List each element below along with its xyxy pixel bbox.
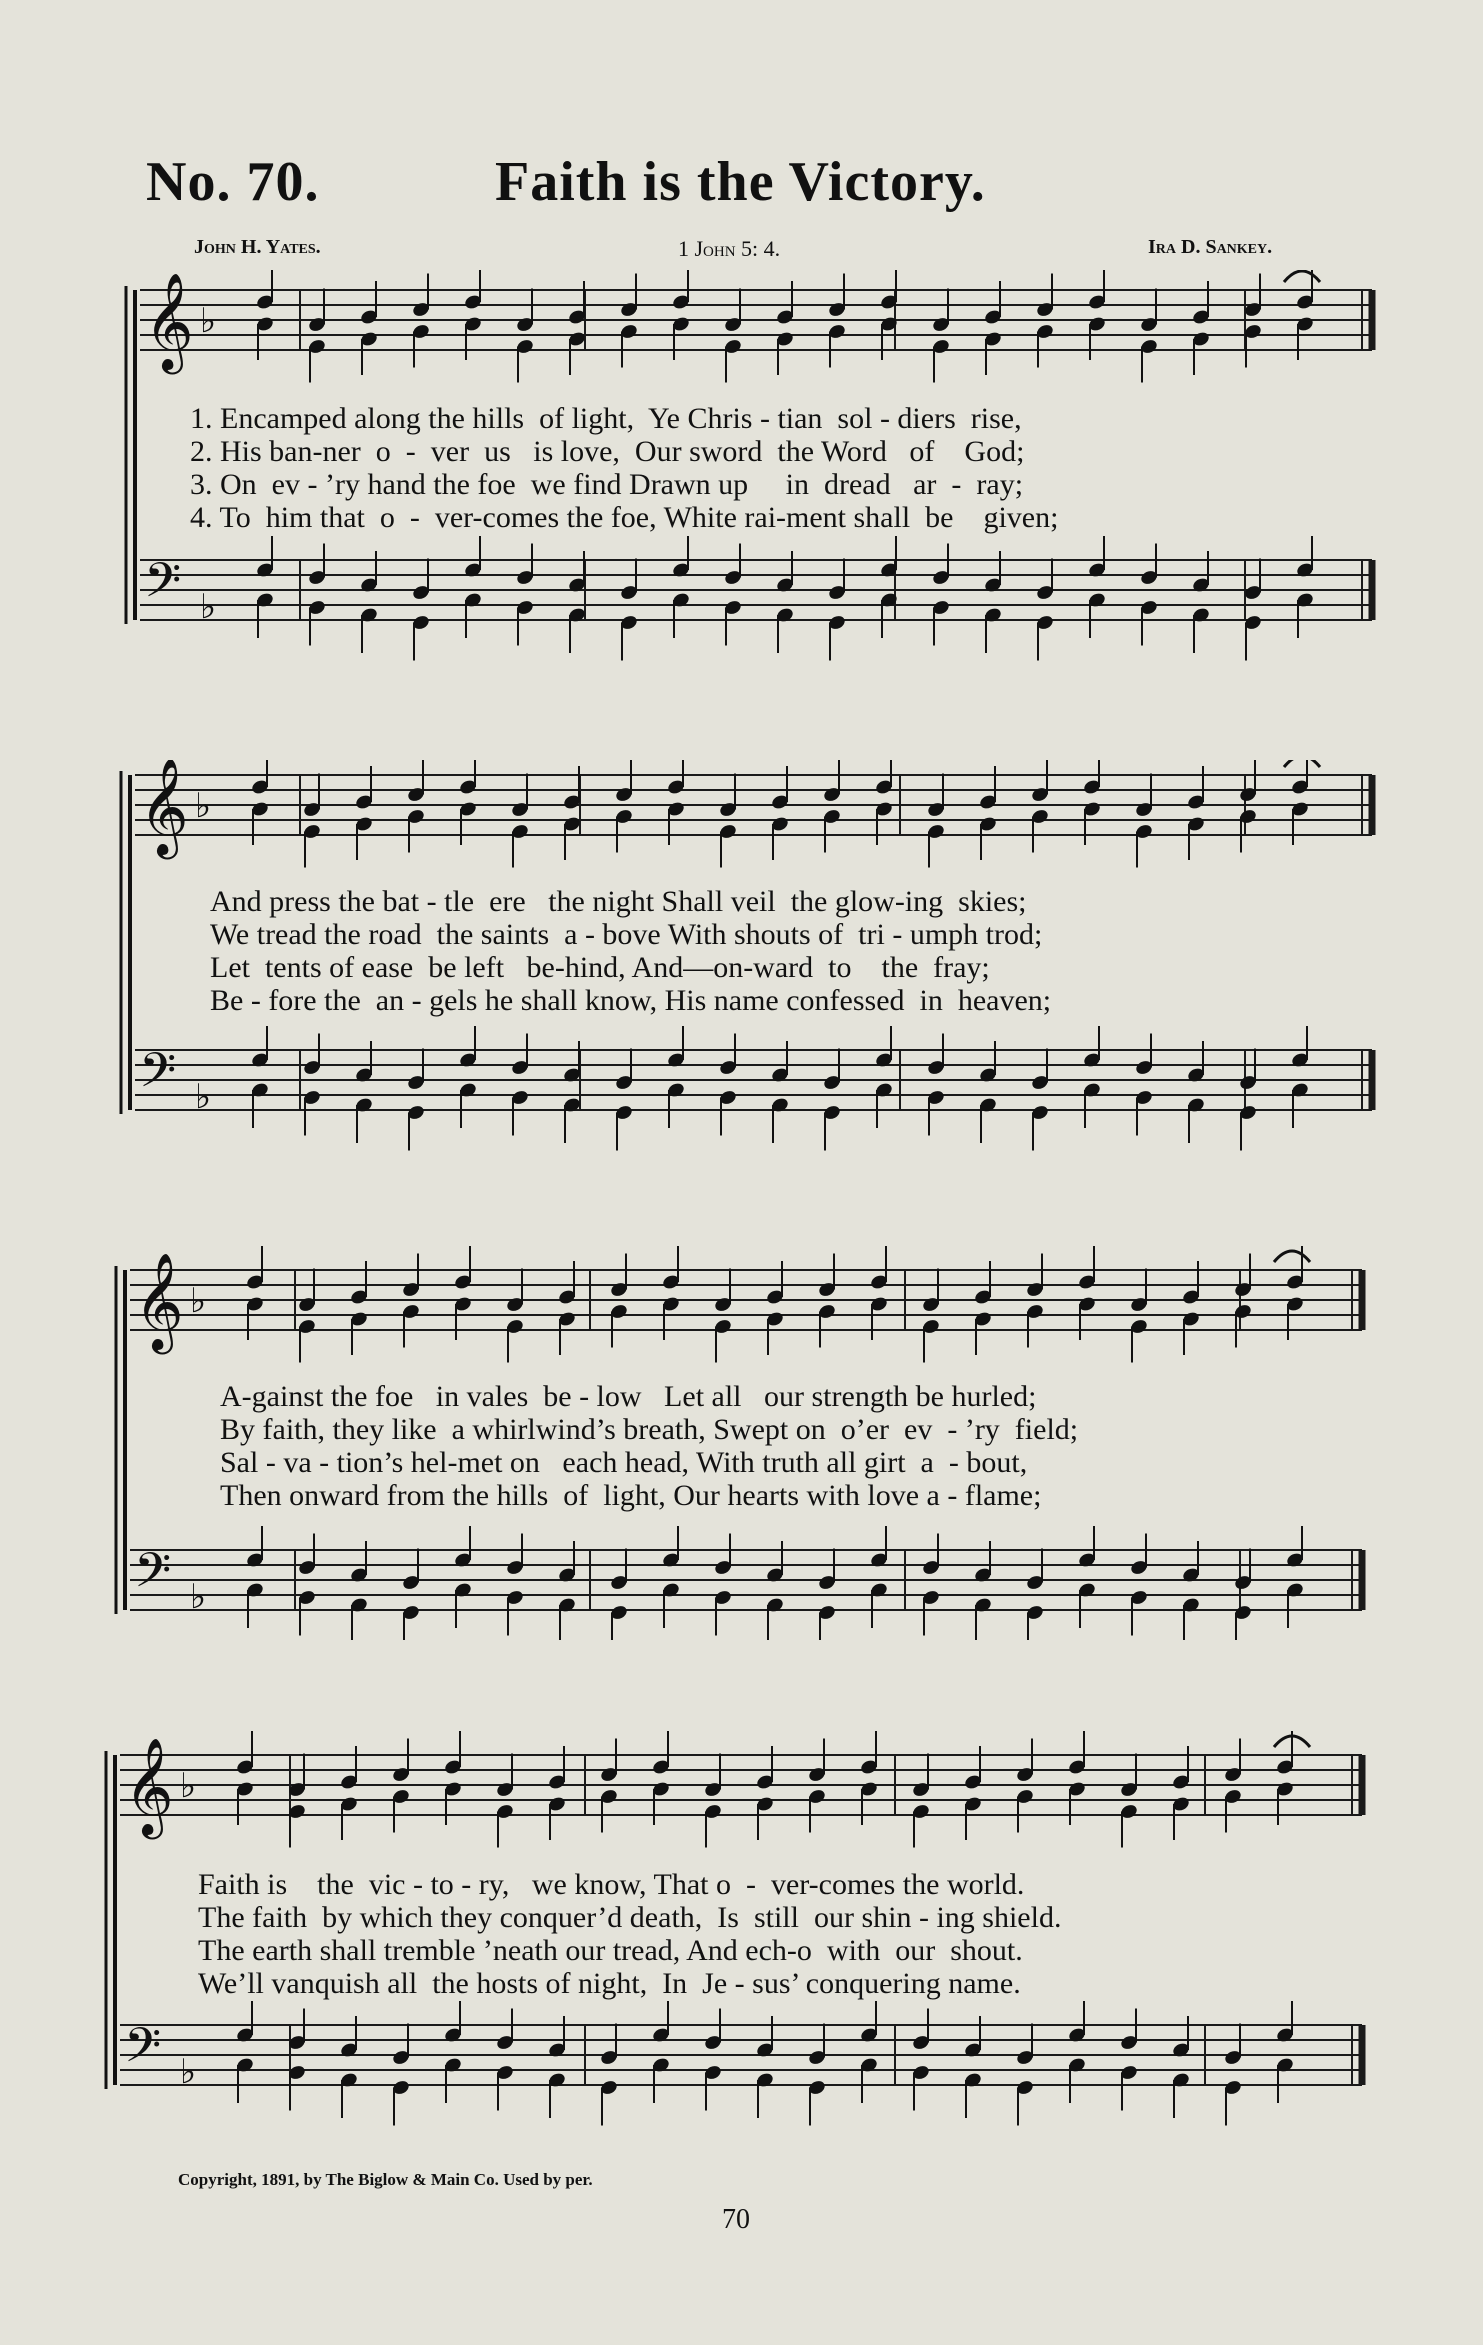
lyric-verse-2: We tread the road the saints a - bove With shouts of tri - umph trod; <box>210 918 1043 951</box>
lyrics-block-3 <box>220 1380 1483 1512</box>
flat-key-signature-icon: ♭ <box>180 1766 197 1806</box>
bass-clef-icon: 𝄢 <box>134 1542 172 1610</box>
hymn-title: Faith is the Victory. <box>495 151 986 213</box>
lyric-verse-1: A-gainst the foe in vales be - low Let all our strength be hurled; <box>220 1380 1037 1413</box>
lyric-verse-4: 4. To him that o - ver-comes the foe, White rai-ment shall be given; <box>190 501 1059 534</box>
scripture-reference: 1 John 5: 4. <box>678 236 781 261</box>
page-number: 70 <box>722 2204 750 2235</box>
lyrics-block-1 <box>190 402 1483 534</box>
bass-clef-icon: 𝄢 <box>139 1042 177 1110</box>
flat-key-signature-icon: ♭ <box>190 1577 207 1617</box>
lyric-verse-3: Let tents of ease be left be-hind, And—on-ward to the fray; <box>210 951 990 984</box>
lyric-verse-4: Be - fore the an - gels he shall know, His name confessed in heaven; <box>210 984 1052 1017</box>
flat-key-signature-icon: ♭ <box>200 587 217 627</box>
flat-key-signature-icon: ♭ <box>195 1077 212 1117</box>
hymn-number: No. 70. <box>146 151 320 213</box>
copyright-notice: Copyright, 1891, by The Biglow & Main Co. Used by per. <box>178 2170 593 2189</box>
lyric-verse-3: 3. On ev - ’ry hand the foe we find Drawn up in dread ar - ray; <box>190 468 1024 501</box>
flat-key-signature-icon: ♭ <box>190 1281 207 1321</box>
fermata-icon <box>1284 271 1320 282</box>
fermata-icon <box>1274 1251 1310 1262</box>
lyric-verse-2: 2. His ban-ner o - ver us is love, Our sword the Word of God; <box>190 435 1025 468</box>
lyric-verse-1: Faith is the vic - to - ry, we know, That o - ver-comes the world. <box>198 1868 1025 1901</box>
bass-clef-icon: 𝄢 <box>144 552 182 620</box>
treble-clef-icon: 𝄞 <box>134 1252 184 1350</box>
composer-credit: Ira D. Sankey. <box>1148 236 1273 258</box>
lyrics-block-4 <box>198 1868 1483 2000</box>
lyric-verse-1: 1. Encamped along the hills of light, Ye Chris - tian sol - diers rise, <box>190 402 1022 435</box>
lyric-verse-4: We’ll vanquish all the hosts of night, In Je - sus’ conquering name. <box>198 1967 1021 2000</box>
treble-clef-icon: 𝄞 <box>124 1737 174 1835</box>
flat-key-signature-icon: ♭ <box>180 2052 197 2092</box>
treble-clef-icon: 𝄞 <box>144 272 194 370</box>
lyric-verse-4: Then onward from the hills of light, Our hearts with love a - flame; <box>220 1479 1042 1512</box>
fermata-icon <box>1284 760 1320 767</box>
flat-key-signature-icon: ♭ <box>200 301 217 341</box>
lyric-verse-2: By faith, they like a whirlwind’s breath, Swept on o’er ev - ’ry field; <box>220 1413 1079 1446</box>
treble-clef-icon: 𝄞 <box>139 760 189 855</box>
bass-clef-icon: 𝄢 <box>124 2017 162 2085</box>
lyricist-credit: John H. Yates. <box>194 236 321 258</box>
lyric-verse-3: The earth shall tremble ’neath our tread, And ech-o with our shout. <box>198 1934 1023 1967</box>
flat-key-signature-icon: ♭ <box>195 786 212 826</box>
lyrics-block-2 <box>210 885 1483 1017</box>
lyric-verse-3: Sal - va - tion’s hel-met on each head, With truth all girt a - bout, <box>220 1446 1028 1479</box>
lyric-verse-2: The faith by which they conquer’d death, Is still our shin - ing shield. <box>198 1901 1062 1934</box>
lyric-verse-1: And press the bat - tle ere the night Shall veil the glow-ing skies; <box>210 885 1027 918</box>
